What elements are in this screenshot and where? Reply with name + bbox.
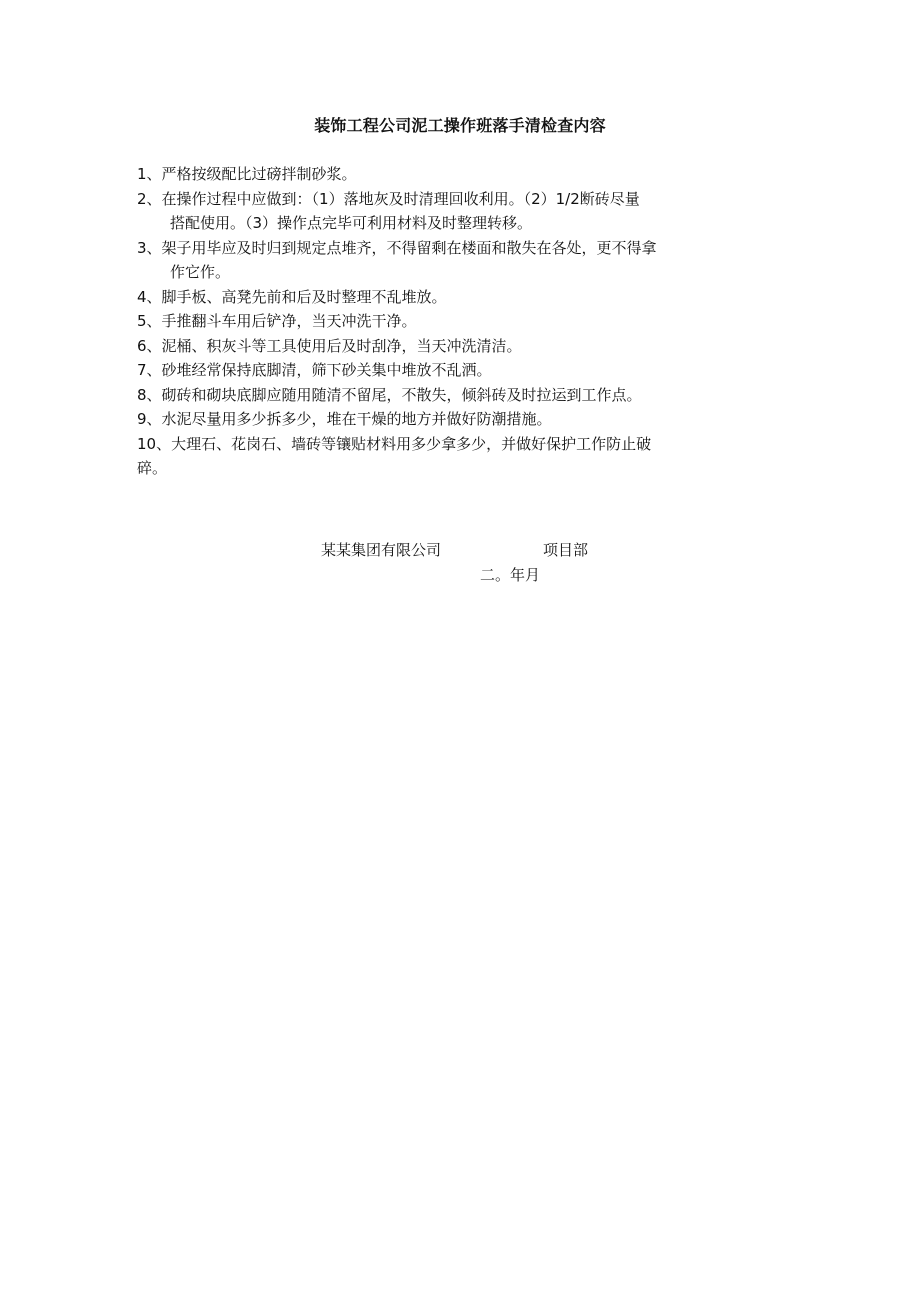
list-item-text: 3、架子用毕应及时归到规定点堆齐，不得留剩在楼面和散失在各处，更不得拿 bbox=[137, 238, 657, 257]
list-item bbox=[137, 285, 787, 310]
signature-date: 二。年月 bbox=[480, 566, 541, 584]
list-item-text: 4、脚手板、高凳先前和后及时整理不乱堆放。 bbox=[137, 287, 447, 306]
list-item bbox=[137, 162, 787, 187]
list-item-continuation: 碎。 bbox=[137, 459, 168, 477]
list-item-continuation: 作它作。 bbox=[170, 263, 231, 281]
list-item bbox=[137, 383, 787, 408]
list-item bbox=[137, 358, 787, 383]
inspection-list bbox=[137, 162, 787, 481]
document-title: 装饰工程公司泥工操作班落手清检查内容 bbox=[314, 116, 606, 135]
list-item-text: 8、砌砖和砌块底脚应随用随清不留尾，不散失，倾斜砖及时拉运到工作点。 bbox=[137, 385, 642, 404]
list-item-text: 5、手推翻斗车用后铲净，当天冲洗干净。 bbox=[137, 312, 417, 330]
list-item bbox=[137, 236, 787, 285]
list-item-text: 2、在操作过程中应做到：（1）落地灰及时清理回收利用。（2）1/2断砖尽量 bbox=[137, 189, 640, 208]
list-item-text: 6、泥桶、积灰斗等工具使用后及时刮净，当天冲洗清洁。 bbox=[137, 336, 522, 355]
list-item bbox=[137, 187, 787, 236]
list-item-text: 1、严格按级配比过磅拌制砂浆。 bbox=[137, 165, 357, 183]
list-item bbox=[137, 432, 787, 481]
signature-department: 项目部 bbox=[543, 541, 589, 559]
list-item bbox=[137, 334, 787, 359]
list-item-continuation: 搭配使用。（3）操作点完毕可利用材料及时整理转移。 bbox=[170, 214, 533, 232]
list-item-text: 9、水泥尽量用多少拆多少，堆在干燥的地方并做好防潮措施。 bbox=[137, 410, 552, 428]
list-item-text: 7、砂堆经常保持底脚清，筛下砂关集中堆放不乱洒。 bbox=[137, 361, 492, 379]
list-item bbox=[137, 407, 787, 432]
signature-organization: 某某集团有限公司 bbox=[321, 541, 442, 559]
list-item bbox=[137, 309, 787, 334]
list-item-text: 10、大理石、花岗石、墙砖等镶贴材料用多少拿多少，并做好保护工作防止破 bbox=[137, 434, 652, 453]
